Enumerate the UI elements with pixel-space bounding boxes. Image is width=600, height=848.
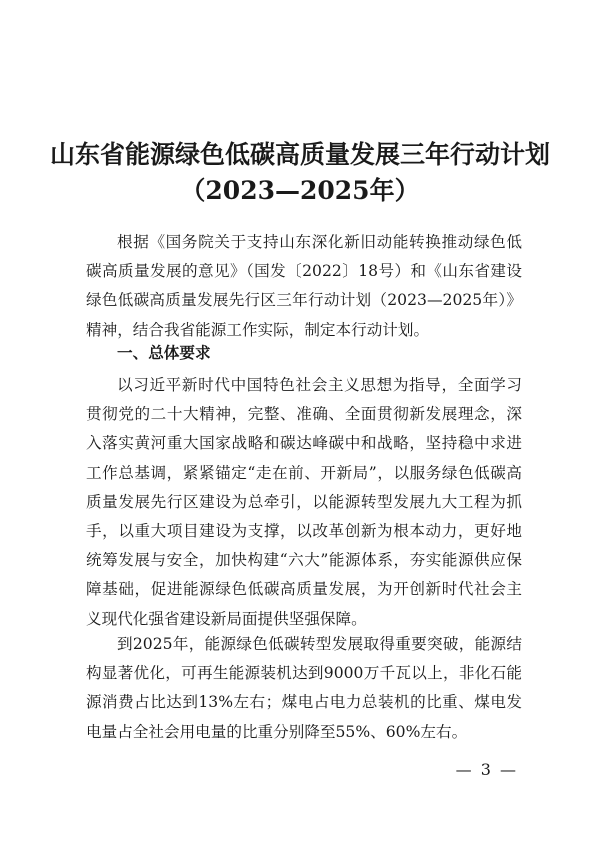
- section-paragraph-2: 到2025年，能源绿色低碳转型发展取得重要突破，能源结构显著优化，可再生能源装机达到9000万千瓦以上，非化石能源消费占比达到13%左右；煤电占电力总装机的比重、煤电发电量占全社会用电量的比重分别降至55%、60%左右。: [86, 635, 522, 741]
- section-paragraph: 以习近平新时代中国特色社会主义思想为指导，全面学习贯彻党的二十大精神，完整、准确、全面贯彻新发展理念，深入落实黄河重大国家战略和碳达峰碳中和战略，坚持稳中求进工作总基调，紧紧锚定“走在前、开新局”，以服务绿色低碳高质量发展先行区建设为总牵引，以能源转型发展九大工程为抓手，以重大项目建设为支撑，以改革创新为根本动力，更好地统筹发展与安全，加快构建“六大”能源体系，夯实能源供应保障基础，促进能源绿色低碳高质量发展，为开创新时代社会主义现代化强省建设新局面提供坚强保障。: [86, 376, 522, 628]
- section-paragraph-block-2: [86, 630, 522, 747]
- document-title-period: （2023—2025年）: [180, 176, 420, 205]
- section-paragraph-block: [86, 371, 522, 634]
- intro-paragraph-block: [86, 228, 522, 345]
- document-title: 山东省能源绿色低碳高质量发展三年行动计划: [49, 140, 550, 169]
- page-number: — 3 —: [455, 760, 518, 779]
- section-heading: 一、总体要求: [117, 344, 211, 362]
- intro-paragraph: 根据《国务院关于支持山东深化新旧动能转换推动绿色低碳高质量发展的意见》（国发〔2022〕18号）和《山东省建设绿色低碳高质量发展先行区三年行动计划（2023—2025年）》精神，结合我省能源工作实际，制定本行动计划。: [86, 233, 522, 339]
